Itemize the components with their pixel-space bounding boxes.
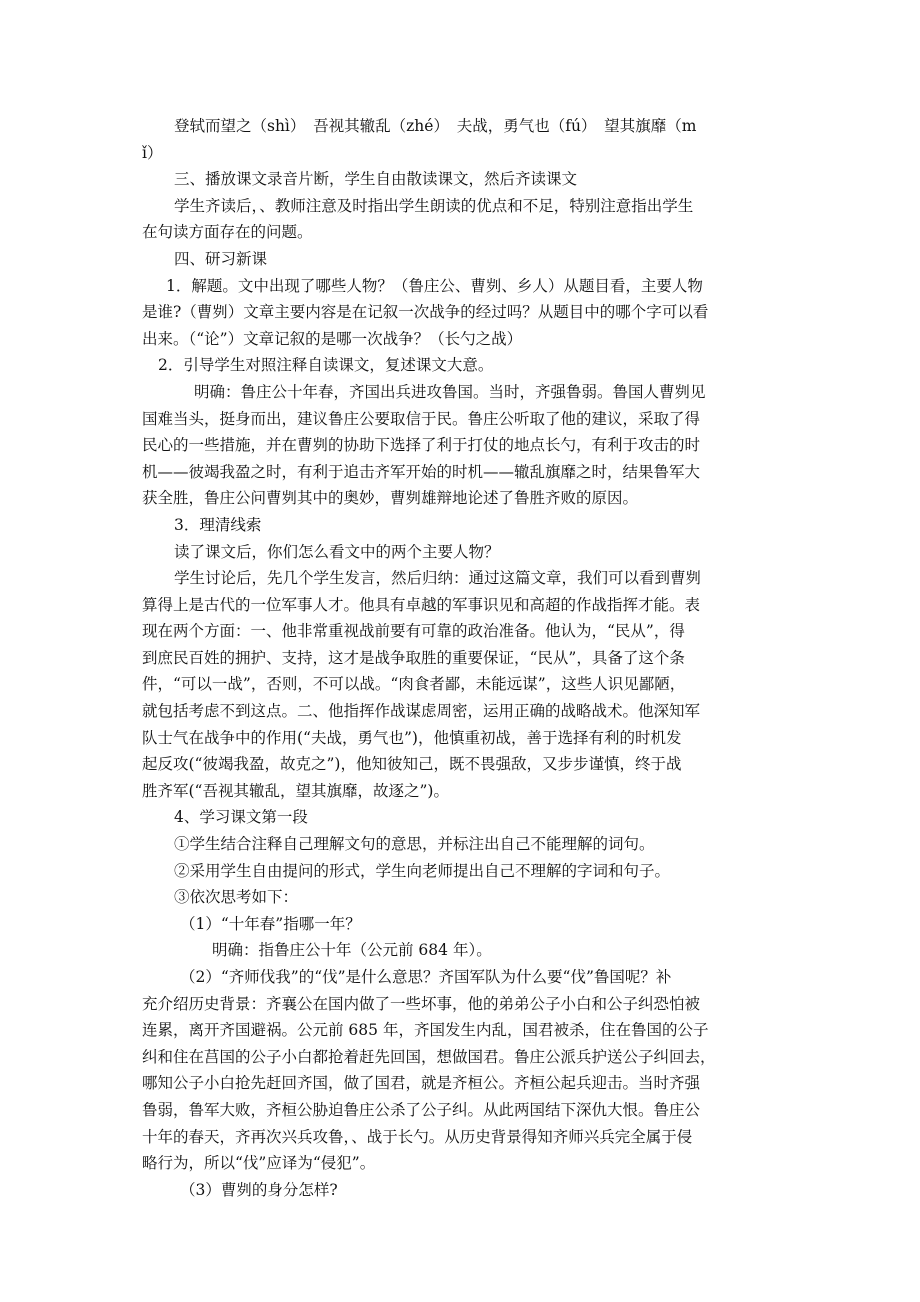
- text-line: 学生齐读后，、教师注意及时指出学生朗读的优点和不足，特别注意指出学生: [174, 196, 694, 215]
- text-line: 国难当头，挺身而出，建议鲁庄公要取信于民。鲁庄公听取了他的建议，采取了得: [142, 409, 701, 428]
- answer-line: 明确：指鲁庄公十年（公元前 684 年）。: [212, 941, 492, 960]
- question-line: （2）“齐师伐我”的“伐”是什么意思？齐国军队为什么要“伐”鲁国呢？补: [180, 968, 672, 986]
- text-line: 算得上是古代的一位军事人才。他具有卓越的军事识见和高超的作战指挥才能。表: [142, 595, 701, 614]
- text-line: 出来。（“论”）文章记叙的是哪一次战争？（长勺之战）: [142, 329, 523, 348]
- text-line: 就包括考虑不到这点。二、他指挥作战谋虑周密，运用正确的战略战术。他深知军: [142, 702, 701, 721]
- text-line: ③依次思考如下：: [174, 888, 299, 907]
- text-line: 纠和住在莒国的公子小白都抢着赶先回国，想做国君。鲁庄公派兵护送公子纠回去，: [142, 1047, 716, 1066]
- text-line: ①学生结合注释自己理解文句的意思，并标注出自己不能理解的词句。: [174, 835, 655, 854]
- section-heading: 三、播放课文录音片断，学生自由散读课文，然后齐读课文: [174, 170, 578, 189]
- text-line: ②采用学生自由提问的形式，学生向老师提出自己不理解的字词和句子。: [174, 861, 671, 880]
- text-line: 学生讨论后，先几个学生发言，然后归纳：通过这篇文章，我们可以看到曹刿: [174, 569, 702, 588]
- text-line: 登轼而望之（shì） 吾视其辙乱（zhé） 夫战，勇气也（fú） 望其旗靡（m: [174, 117, 697, 135]
- question-line: （3）曹刿的身分怎样?: [180, 1180, 338, 1199]
- text-line: 起反攻(“彼竭我盈，故克之”)，他知彼知己，既不畏强敌，又步步谨慎，终于战: [142, 755, 682, 774]
- text-line: 民心的一些措施，并在曹刿的协助下选择了利于打仗的地点长勺，有利于攻击的时: [142, 436, 701, 455]
- text-line: 到庶民百姓的拥护、支持，这才是战争取胜的重要保证，“民从”，具备了这个条: [142, 648, 685, 667]
- text-line: ǐ）: [142, 143, 163, 162]
- text-line: 1．解题。文中出现了哪些人物？（鲁庄公、曹刿、乡人）从题目看，主要人物: [166, 276, 703, 295]
- text-line: 明确：鲁庄公十年春，齐国出兵进攻鲁国。当时，齐强鲁弱。鲁国人曹刿见: [194, 382, 706, 401]
- section-heading: 4、学习课文第一段: [174, 808, 308, 827]
- text-line: 十年的春天，齐再次兴兵攻鲁，、战于长勺。从历史背景得知齐师兴兵完全属于侵: [142, 1127, 693, 1146]
- document-page: [142, 113, 782, 1203]
- section-heading: 3．理清线索: [174, 515, 262, 534]
- text-line: 现在两个方面：一、他非常重视战前要有可靠的政治准备。他认为，“民从”，得: [142, 622, 685, 641]
- text-line: 连累，离开齐国避祸。公元前 685 年，齐国发生内乱，国君被杀，住在鲁国的公子: [142, 1021, 709, 1040]
- question-line: （1）“十年春”指哪一年？: [180, 914, 361, 933]
- text-line: 队士气在战争中的作用(“夫战，勇气也”)，他慎重初战，善于选择有利的时机发: [142, 728, 682, 747]
- text-line: 件，“可以一战”，否则，不可以战。“肉食者鄙，未能远谋”，这些人识见鄙陋，: [142, 675, 686, 694]
- text-line: 是谁?（曹刿）文章主要内容是在记叙一次战争的经过吗？从题目中的哪个字可以看: [142, 303, 709, 322]
- text-line: 2．引导学生对照注释自读课文，复述课文大意。: [158, 356, 494, 375]
- text-line: 哪知公子小白抢先赶回齐国，做了国君，就是齐桓公。齐桓公起兵迎击。当时齐强: [142, 1074, 701, 1093]
- text-line: 胜齐军(“吾视其辙乱，望其旗靡，故逐之”)。: [142, 781, 449, 800]
- text-line: 略行为，所以“伐”应译为“侵犯”。: [142, 1154, 376, 1173]
- text-line: 在句读方面存在的问题。: [142, 223, 313, 242]
- text-line: 机——彼竭我盈之时，有利于追击齐军开始的时机——辙乱旗靡之时，结果鲁军大: [142, 462, 701, 481]
- text-line: 获全胜，鲁庄公问曹刿其中的奥妙，曹刿雄辩地论述了鲁胜齐败的原因。: [142, 489, 639, 508]
- text-line: 鲁弱，鲁军大败，齐桓公胁迫鲁庄公杀了公子纠。从此两国结下深仇大恨。鲁庄公: [142, 1100, 701, 1119]
- text-line: 充介绍历史背景：齐襄公在国内做了一些坏事，他的弟弟公子小白和公子纠恐怕被: [142, 994, 701, 1013]
- section-heading: 四、研习新课: [174, 249, 268, 268]
- text-line: 读了课文后，你们怎么看文中的两个主要人物？: [174, 542, 500, 561]
